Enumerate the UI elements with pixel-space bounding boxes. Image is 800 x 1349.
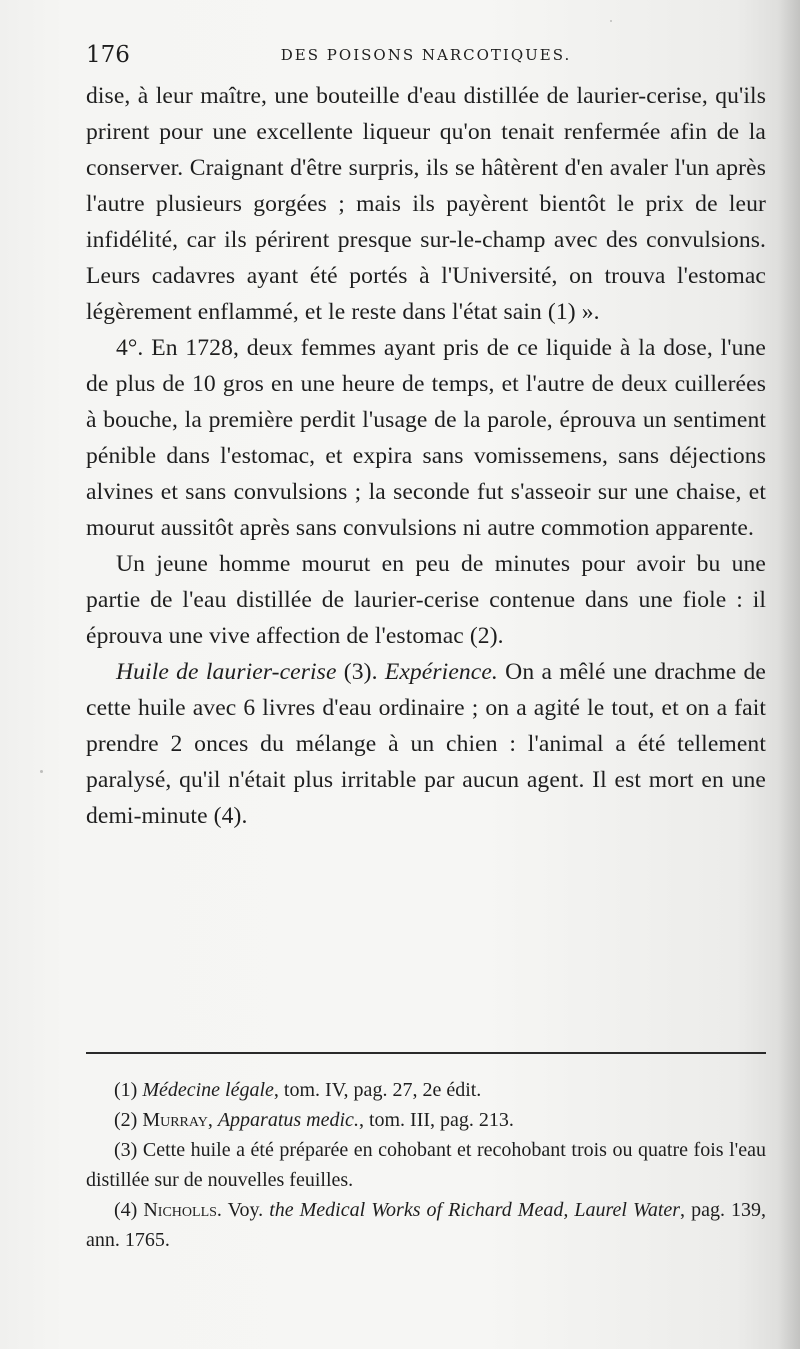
footnote-1 bbox=[86, 1075, 766, 1105]
paper-speck bbox=[40, 770, 43, 773]
page-edge-shadow bbox=[778, 0, 800, 1349]
footnote-mark: (2) bbox=[114, 1109, 143, 1131]
section-title-italic: Huile de laurier-cerise bbox=[116, 659, 337, 685]
page-header bbox=[86, 42, 766, 76]
footnote-author: Nicholls bbox=[143, 1199, 217, 1221]
experiment-label: Expérience. bbox=[384, 659, 498, 685]
section-title-ref: (3). bbox=[336, 659, 385, 685]
footnote-2 bbox=[86, 1105, 766, 1135]
running-head: DES POISONS NARCOTIQUES. bbox=[280, 46, 572, 64]
footnote-title: Médecine légale bbox=[142, 1079, 274, 1101]
paragraph-young-man: Un jeune homme mourut en peu de minutes pour avoir bu une partie de l'eau distillée de laurier-cerise contenue dans une fiole : il éprouva une vive affection de l'estomac (2). bbox=[86, 551, 766, 649]
footnote-rule bbox=[86, 1052, 766, 1054]
footnote-voy: . Voy. bbox=[216, 1199, 270, 1221]
footnote-4 bbox=[86, 1195, 766, 1255]
footnote-ref: , tom. III, pag. 213. bbox=[358, 1109, 514, 1131]
footnote-ref: , pag. 139, ann. 1765. bbox=[86, 1199, 766, 1251]
footnote-mark: (4) bbox=[114, 1199, 144, 1221]
footnote-ref: , tom. IV, pag. 27, 2e édit. bbox=[273, 1079, 482, 1101]
footnote-title: Apparatus medic. bbox=[217, 1109, 359, 1131]
footnote-3: (3) Cette huile a été préparée en cohobant et recohobant trois ou quatre fois l'eau distillée sur de nouvelles feuilles. bbox=[86, 1139, 766, 1191]
footnotes bbox=[86, 1075, 766, 1255]
page-number: 176 bbox=[86, 42, 130, 68]
footnote-separator: , bbox=[207, 1109, 218, 1131]
main-text bbox=[86, 78, 766, 834]
paper-speck bbox=[610, 20, 612, 22]
experiment-text: On a mêlé une drachme de cette huile avec 6 livres d'eau ordinaire ; on a agité le tout, et on a fait prendre 2 onces du mélange à un chien : l'animal a été tellement paralysé, qu'il n'était plus irritable par aucun agent. Il est mort en une demi-minute (4). bbox=[86, 659, 766, 829]
paragraph-experiment bbox=[86, 654, 766, 834]
footnote-title: the Medical Works of Richard Mead, Laurel Water bbox=[269, 1199, 681, 1221]
footnote-mark: (1) bbox=[114, 1079, 143, 1101]
footnote-author: Murray bbox=[142, 1109, 208, 1131]
paragraph-continued: dise, à leur maître, une bouteille d'eau distillée de laurier-cerise, qu'ils prirent pour une excellente liqueur qu'on tenait renfermée afin de la conserver. Craignant d'être surpris, ils se hâtèrent d'en avaler l'un après l'autre plusieurs gorgées ; mais ils payèrent bientôt le prix de leur infidélité, car ils périrent presque sur-le-champ avec des convulsions. Leurs cadavres ayant été portés à l'Université, on trouva l'estomac légèrement enflammé, et le reste dans l'état sain (1) ». bbox=[86, 83, 766, 325]
paragraph-case-4: 4°. En 1728, deux femmes ayant pris de ce liquide à la dose, l'une de plus de 10 gros en une heure de temps, et l'autre de deux cuillerées à bouche, la première perdit l'usage de la parole, éprouva un sentiment pénible dans l'estomac, et expira sans vomissemens, sans déjections alvines et sans convulsions ; la seconde fut s'asseoir sur une chaise, et mourut aussitôt après sans convulsions ni autre commotion apparente. bbox=[86, 335, 766, 541]
